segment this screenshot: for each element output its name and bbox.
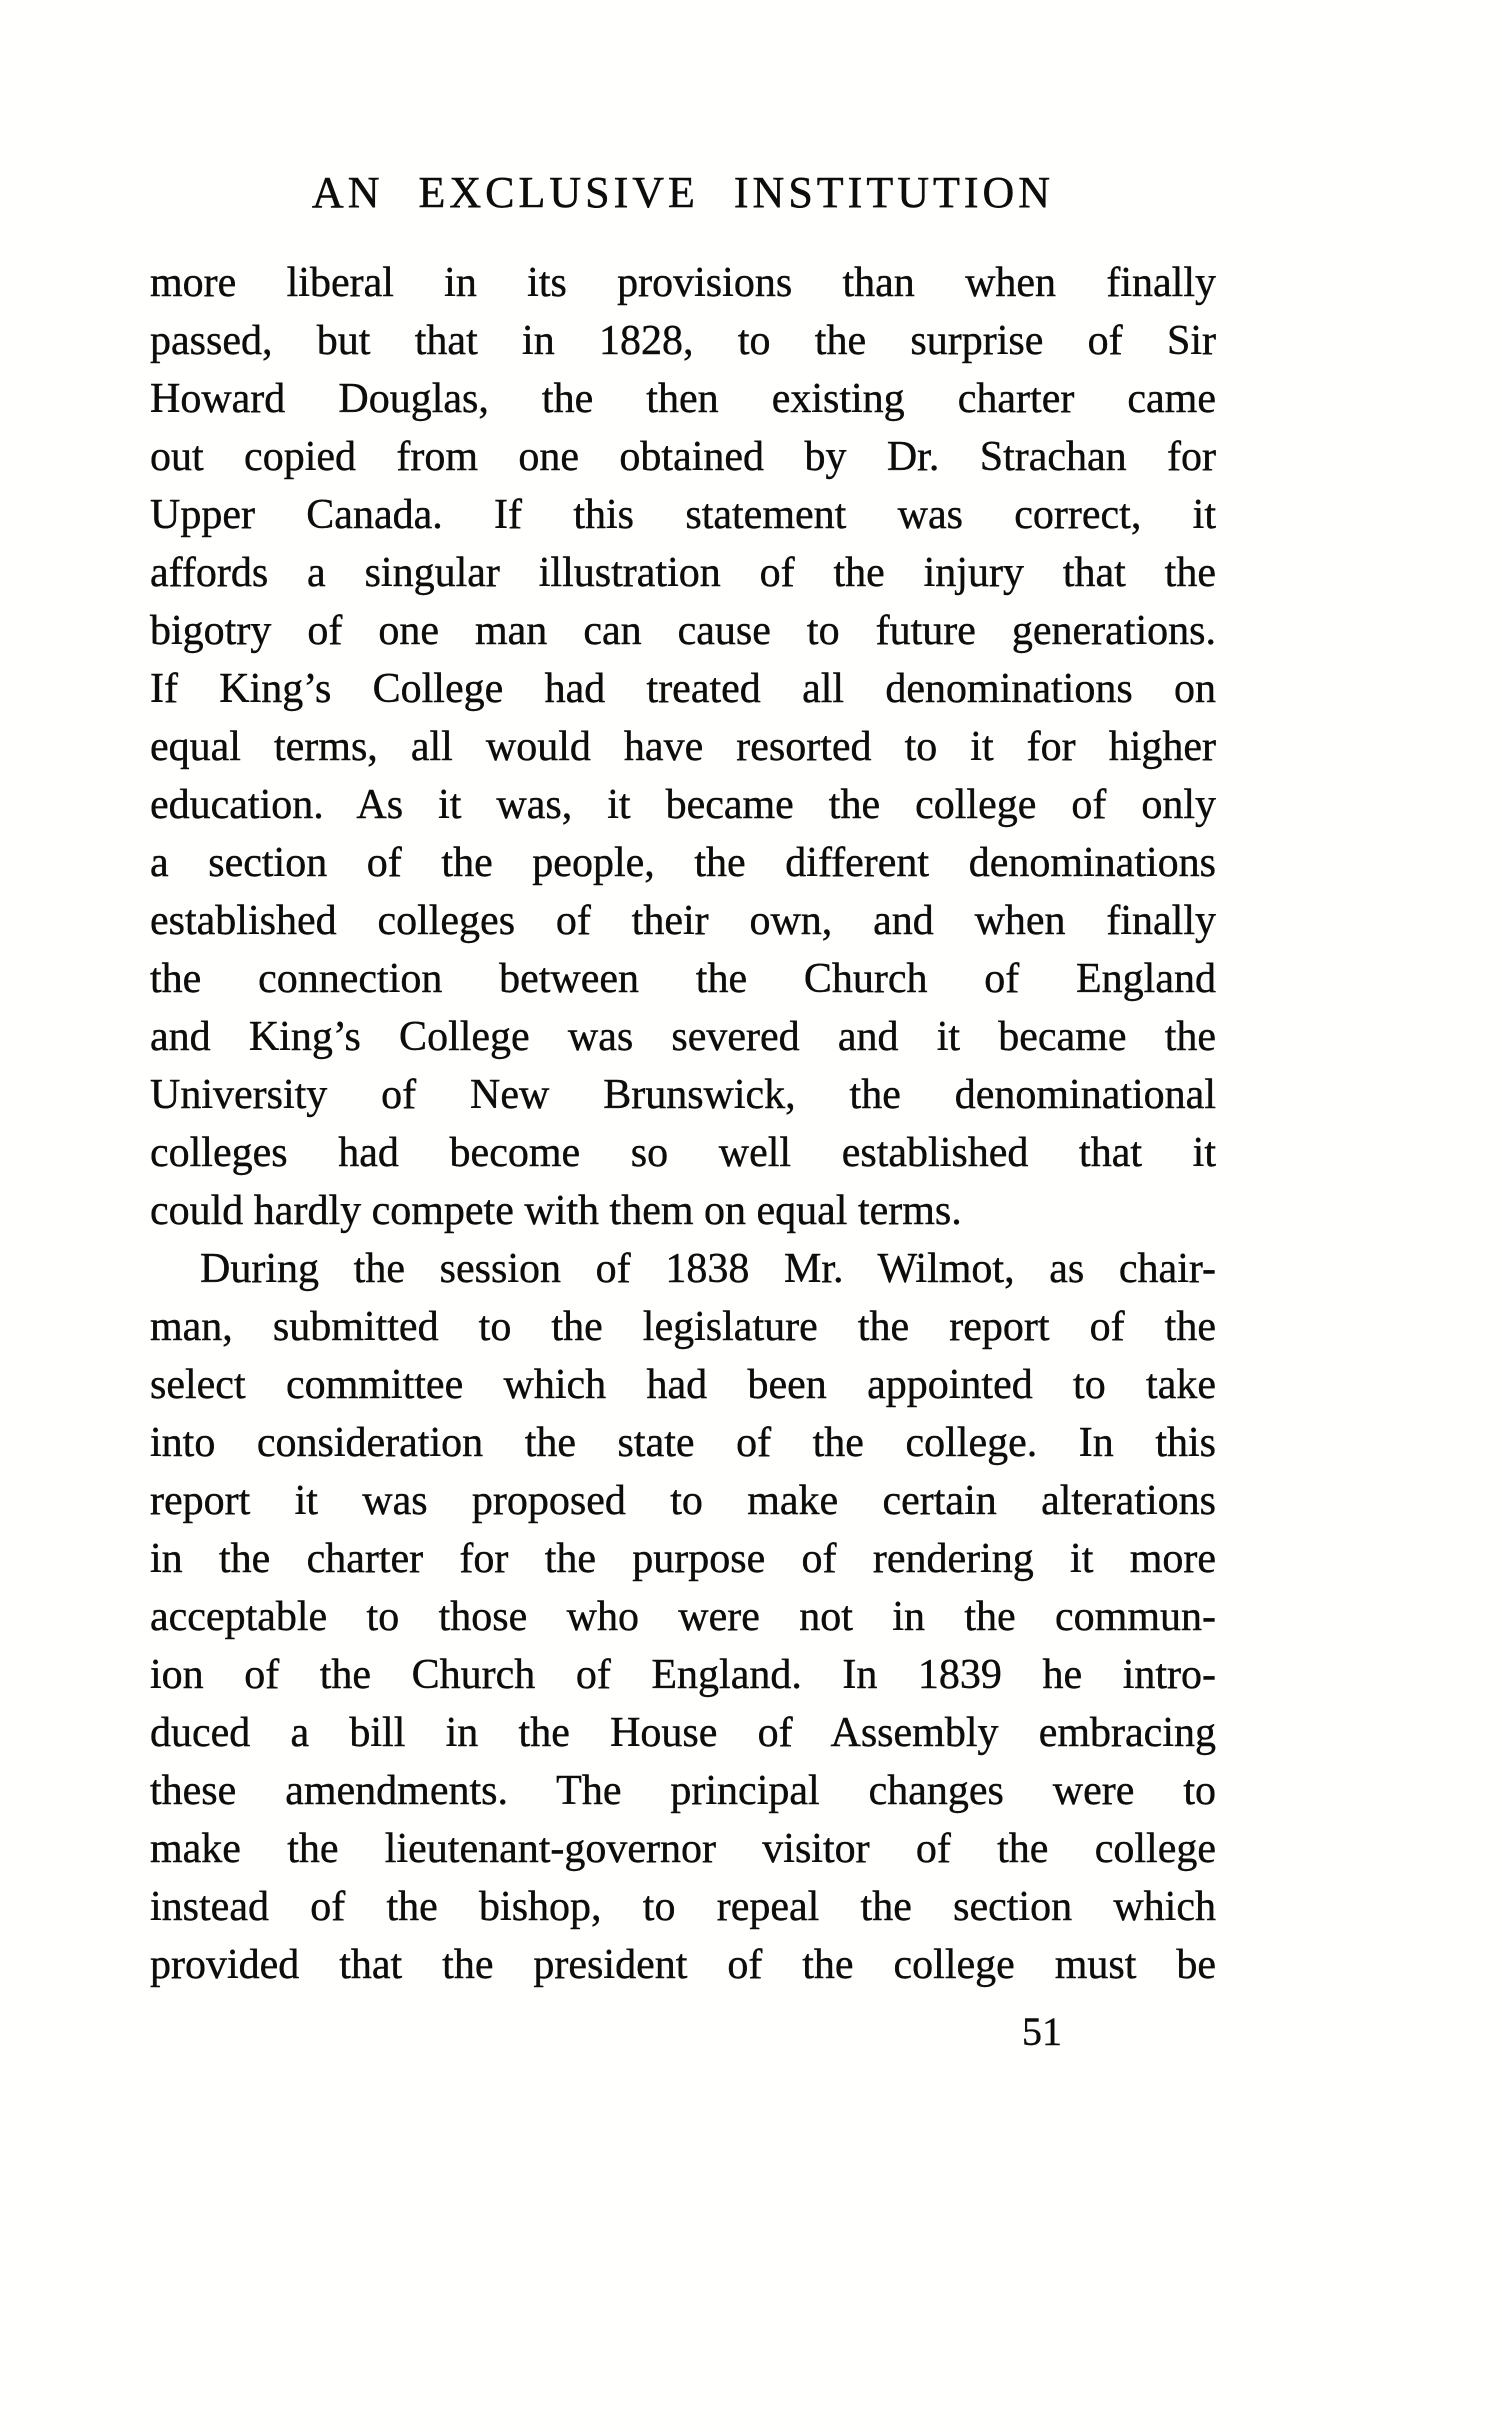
text-line: select committee which had been appointed to take xyxy=(150,1362,1216,1408)
text-line: in the charter for the purpose of rendering it more xyxy=(150,1536,1216,1582)
text-column xyxy=(150,168,1216,2056)
text-line: bigotry of one man can cause to future generations. xyxy=(150,608,1216,654)
text-line: affords a singular illustration of the injury that the xyxy=(150,550,1216,596)
text-line: If King’s College had treated all denominations on xyxy=(150,666,1216,712)
text-line: the connection between the Church of England xyxy=(150,956,1216,1002)
text-line: acceptable to those who were not in the commun- xyxy=(150,1594,1216,1640)
text-line: into consideration the state of the college. In this xyxy=(150,1420,1216,1466)
text-line: instead of the bishop, to repeal the section which xyxy=(150,1884,1216,1930)
text-line: colleges had become so well established that it xyxy=(150,1130,1216,1176)
text-line: more liberal in its provisions than when finally xyxy=(150,260,1216,306)
text-line: passed, but that in 1828, to the surprise of Sir xyxy=(150,318,1216,364)
text-line: duced a bill in the House of Assembly embracing xyxy=(150,1710,1216,1756)
text-line: make the lieutenant-governor visitor of the college xyxy=(150,1826,1216,1872)
text-line: out copied from one obtained by Dr. Strachan for xyxy=(150,434,1216,480)
text-line: equal terms, all would have resorted to it for higher xyxy=(150,724,1216,770)
text-line: and King’s College was severed and it became the xyxy=(150,1014,1216,1060)
text-line: provided that the president of the college must be xyxy=(150,1942,1216,1988)
paragraph xyxy=(150,1240,1216,1994)
page-number: 51 xyxy=(1022,2009,1062,2054)
text-line: During the session of 1838 Mr. Wilmot, as chair- xyxy=(200,1246,1216,1292)
text-line: University of New Brunswick, the denominational xyxy=(150,1072,1216,1118)
text-line: man, submitted to the legislature the report of the xyxy=(150,1304,1216,1350)
running-head: AN EXCLUSIVE INSTITUTION xyxy=(311,168,1055,217)
text-line: education. As it was, it became the college of only xyxy=(150,782,1216,828)
text-line: a section of the people, the different denominations xyxy=(150,840,1216,886)
text-line: Upper Canada. If this statement was correct, it xyxy=(150,492,1216,538)
text-line: these amendments. The principal changes were to xyxy=(150,1768,1216,1814)
text-line: could hardly compete with them on equal terms. xyxy=(150,1188,962,1234)
text-line: established colleges of their own, and when finally xyxy=(150,898,1216,944)
paragraph xyxy=(150,254,1216,1240)
text-line: Howard Douglas, the then existing charter came xyxy=(150,376,1216,422)
text-line: report it was proposed to make certain alterations xyxy=(150,1478,1216,1524)
text-line: ion of the Church of England. In 1839 he intro- xyxy=(150,1652,1216,1698)
